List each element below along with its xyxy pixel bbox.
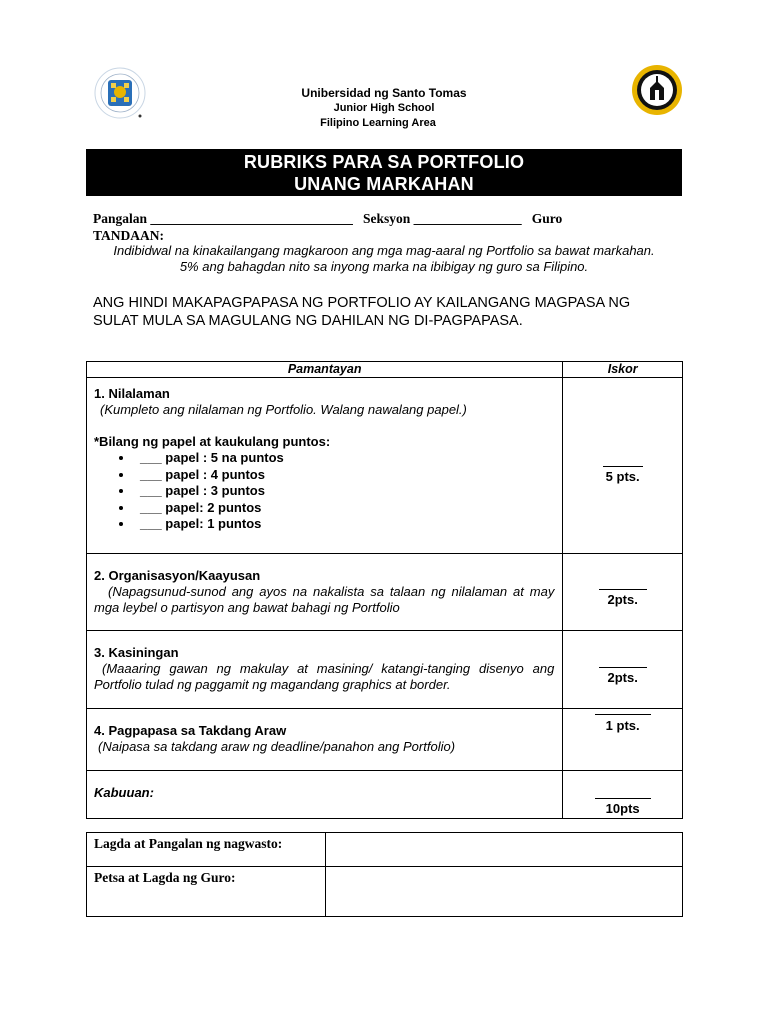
- total-label: Kabuuan:: [94, 785, 154, 800]
- list-item: • ___ papel: 1 puntos: [134, 516, 554, 533]
- criterion-title: 3. Kasiningan: [94, 645, 179, 660]
- criterion-description: (Napagsunud-sunod ang ayos na nakalista sa talaan ng nilalaman at may mga leybel o partisyon ang bawat bahagi ng Portfolio: [94, 584, 555, 615]
- criterion-description: (Kumpleto ang nilalaman ng Portfolio. Walang nawalang papel.): [100, 402, 467, 417]
- checker-signature-field[interactable]: [326, 833, 683, 867]
- total-score-value: 10pts: [605, 801, 640, 816]
- list-item: • ___ papel : 3 puntos: [134, 483, 554, 500]
- score-value: 2pts.: [607, 670, 638, 685]
- paper-count-list: [94, 450, 554, 533]
- criterion-description: (Naipasa sa takdang araw ng deadline/panahon ang Portfolio): [98, 739, 456, 754]
- score-column-header: Iskor: [563, 362, 683, 378]
- school-name: Junior High School: [333, 102, 435, 114]
- table-row: [87, 771, 683, 819]
- score-blank-line: [599, 589, 647, 590]
- teacher-signature-field[interactable]: [326, 867, 683, 917]
- table-row: [87, 631, 683, 709]
- score-value: 5 pts.: [605, 469, 640, 484]
- table-row: [87, 833, 683, 867]
- learning-area: Filipino Learning Area: [320, 117, 436, 129]
- checker-label: Lagda at Pangalan ng nagwasto:: [87, 833, 326, 867]
- guro-label: Guro: [531, 211, 563, 226]
- list-item: • ___ papel : 4 puntos: [134, 467, 554, 484]
- score-blank-line: [595, 798, 651, 799]
- criterion-title: 1. Nilalaman: [94, 386, 170, 401]
- seksyon-field[interactable]: ________________: [413, 211, 522, 226]
- title-line-1: RUBRIKS PARA SA PORTFOLIO: [243, 152, 525, 172]
- score-cell[interactable]: [563, 631, 683, 709]
- score-cell[interactable]: [563, 378, 683, 554]
- signature-table: [86, 832, 683, 917]
- score-blank-line: [595, 714, 651, 715]
- table-row: [87, 378, 683, 554]
- score-blank-line: [603, 466, 643, 467]
- list-item: • ___ papel : 5 na puntos: [134, 450, 554, 467]
- name-section-fields: [93, 211, 562, 227]
- criterion-description: (Maaaring gawan ng makulay at masining/ katangi-tanging disenyo ang Portfolio tulad ng paggamit ng magandang graphics at border.: [94, 661, 555, 692]
- teacher-label: Petsa at Lagda ng Guro:: [87, 867, 326, 917]
- criteria-column-header: Pamantayan: [87, 362, 563, 378]
- tandaan-note: Indibidwal na kinakailangang magkaroon ang mga mag-aaral ng Portfolio sa bawat markahan. 5% ang bahagdan nito sa inyong marka na ibibigay ng guro sa Filipino.: [113, 243, 655, 274]
- score-value: 1 pts.: [605, 718, 640, 733]
- score-cell[interactable]: [563, 554, 683, 631]
- criterion-title: 4. Pagpapasa sa Takdang Araw: [94, 723, 287, 738]
- total-score-cell[interactable]: [563, 771, 683, 819]
- university-name: Unibersidad ng Santo Tomas: [301, 86, 467, 100]
- score-cell[interactable]: [563, 709, 683, 771]
- tandaan-label: TANDAAN:: [93, 228, 164, 243]
- criterion-title: 2. Organisasyon/Kaayusan: [94, 568, 261, 583]
- score-value: 2pts.: [607, 592, 638, 607]
- title-banner: [86, 149, 682, 196]
- submission-notice: ANG HINDI MAKAPAGPAPASA NG PORTFOLIO AY KAILANGANG MAGPASA NG SULAT MULA SA MAGULANG NG DAHILAN NG DI-PAGPAPASA.: [93, 295, 631, 329]
- table-row: [87, 709, 683, 771]
- table-row: [87, 554, 683, 631]
- title-line-2: UNANG MARKAHAN: [294, 174, 474, 194]
- table-row: [87, 867, 683, 917]
- pangalan-label: Pangalan: [93, 211, 148, 226]
- seksyon-label: Seksyon: [363, 211, 411, 226]
- pangalan-field[interactable]: ______________________________: [150, 211, 353, 226]
- criterion-subtitle: *Bilang ng papel at kaukulang puntos:: [94, 434, 331, 449]
- rubric-header-row: [87, 362, 683, 378]
- list-item: • ___ papel: 2 puntos: [134, 500, 554, 517]
- score-blank-line: [599, 667, 647, 668]
- rubric-table: [86, 361, 683, 819]
